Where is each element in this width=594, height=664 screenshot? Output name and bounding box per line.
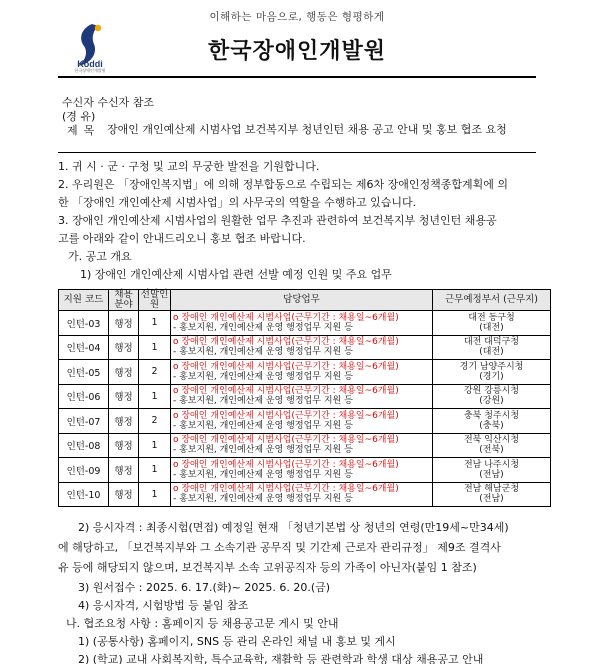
cell-code: 인턴-07 <box>59 409 109 434</box>
place-region: (대전) <box>479 347 504 358</box>
logo-subtext: 한국장애인개발원 <box>74 68 106 73</box>
subject-text: 장애인 개인예산제 시범사업 보건복지부 청년인턴 채용 공고 안내 및 홍보 협조 요청 <box>107 123 507 136</box>
cell-code: 인턴-09 <box>59 458 109 483</box>
application-period: 3) 원서접수 : 2025. 6. 17.(화)~ 2025. 6. 20.(금) <box>78 581 331 594</box>
cell-duty <box>171 384 433 409</box>
table-row <box>59 384 551 409</box>
place-name: 강원 강릉시청 <box>463 386 520 397</box>
cell-place <box>433 384 551 409</box>
cell-place <box>433 360 551 385</box>
cell-duty <box>171 360 433 385</box>
table-header-row <box>59 290 551 311</box>
cell-duty <box>171 311 433 336</box>
cell-place <box>433 335 551 360</box>
item-1: 1) 장애인 개인예산제 시범사업 관련 선발 예정 인원 및 주요 업무 <box>80 268 392 281</box>
header-duty: 담당업무 <box>171 290 433 311</box>
positions-table <box>58 289 551 507</box>
cell-field: 행정 <box>109 384 139 409</box>
table-row <box>59 482 551 507</box>
cell-field: 행정 <box>109 458 139 483</box>
cell-duty <box>171 458 433 483</box>
place-region: (전남) <box>479 494 504 505</box>
cell-field: 행정 <box>109 360 139 385</box>
duty-line-1: o 장애인 개인예산제 시범사업(근무기간 : 채용일~6개월) <box>173 361 399 372</box>
cell-duty <box>171 335 433 360</box>
duty-line-2: - 홍보지원, 개인예산제 운영 행정업무 지원 등 <box>173 396 353 407</box>
qualification-line2: 에 해당하고, 「보건복지부와 그 소속기관 공무직 및 기간제 근로자 관리규정」 제9조 결격사 <box>58 541 501 554</box>
cell-count: 2 <box>139 360 171 385</box>
header-divider <box>58 76 536 78</box>
cell-count: 2 <box>139 409 171 434</box>
subject-label: 제목 <box>67 124 101 137</box>
place-region: (전북) <box>479 445 504 456</box>
qualification-line1: 2) 응시자격 : 최종시험(면접) 예정일 현재 「청년기본법 상 청년의 연령(만19세~만34세) <box>78 521 509 534</box>
recipient: 수신자 수신자 참조 <box>62 96 155 109</box>
duty-line-2: - 홍보지원, 개인예산제 운영 행정업무 지원 등 <box>173 347 353 358</box>
duty-line-1: o 장애인 개인예산제 시범사업(근무기간 : 채용일~6개월) <box>173 459 399 470</box>
logo-text: Koddi <box>77 59 103 69</box>
cell-place <box>433 433 551 458</box>
place-name: 전남 나주시청 <box>463 459 520 470</box>
place-name: 대전 동구청 <box>468 312 515 323</box>
duty-line-2: - 홍보지원, 개인예산제 운영 행정업무 지원 등 <box>173 371 353 382</box>
via: (경 유) <box>62 110 96 123</box>
cell-count: 1 <box>139 482 171 507</box>
cell-count: 1 <box>139 384 171 409</box>
duty-line-2: - 홍보지원, 개인예산제 운영 행정업무 지원 등 <box>173 322 353 333</box>
table-row <box>59 360 551 385</box>
cell-duty <box>171 482 433 507</box>
table-row <box>59 433 551 458</box>
cell-count: 1 <box>139 433 171 458</box>
cell-count: 1 <box>139 311 171 336</box>
duty-line-2: - 홍보지원, 개인예산제 운영 행정업무 지원 등 <box>173 445 353 456</box>
duty-line-1: o 장애인 개인예산제 시범사업(근무기간 : 채용일~6개월) <box>173 435 399 446</box>
duty-line-2: - 홍보지원, 개인예산제 운영 행정업무 지원 등 <box>173 420 353 431</box>
duty-line-1: o 장애인 개인예산제 시범사업(근무기간 : 채용일~6개월) <box>173 410 399 421</box>
duty-line-1: o 장애인 개인예산제 시범사업(근무기간 : 채용일~6개월) <box>173 337 399 348</box>
cell-field: 행정 <box>109 311 139 336</box>
cell-duty <box>171 433 433 458</box>
table-row <box>59 458 551 483</box>
qualification-line3: 유 등에 해당되지 않으며, 보건복지부 소속 고위공직자 등의 가족이 아닌자(붙임 1 참조) <box>58 561 477 574</box>
header-place: 근무예정부서 (근무지) <box>433 290 551 311</box>
place-region: (대전) <box>479 322 504 333</box>
duty-line-2: - 홍보지원, 개인예산제 운영 행정업무 지원 등 <box>173 494 353 505</box>
cell-code: 인턴-08 <box>59 433 109 458</box>
cell-count: 1 <box>139 335 171 360</box>
cell-code: 인턴-10 <box>59 482 109 507</box>
header-code: 지원 코드 <box>59 290 109 311</box>
header-count: 선발인원 <box>139 290 171 311</box>
place-region: (전남) <box>479 469 504 480</box>
paragraph-2-line2: 한 「장애인 개인예산제 시범사업」의 사무국의 역할을 수행하고 있습니다. <box>58 196 417 209</box>
place-name: 전남 해남군청 <box>463 484 520 495</box>
cell-field: 행정 <box>109 409 139 434</box>
table-row <box>59 409 551 434</box>
cell-code: 인턴-04 <box>59 335 109 360</box>
cell-place <box>433 311 551 336</box>
paragraph-2-line1: 2. 우리원은 「장애인복지법」에 의해 정부합동으로 수립되는 제6차 장애인정책종합계획에 의 <box>58 178 508 191</box>
paragraph-3-line2: 고를 아래와 같이 안내드리오니 홍보 협조 바랍니다. <box>58 232 306 245</box>
cell-place <box>433 409 551 434</box>
cell-code: 인턴-05 <box>59 360 109 385</box>
cell-place <box>433 482 551 507</box>
paragraph-3-line1: 3. 장애인 개인예산제 시범사업의 원활한 업무 추진과 관련하여 보건복지부 청년인턴 채용공 <box>58 214 497 227</box>
paragraph-1: 1. 귀 시 · 군 · 구청 및 교의 무궁한 발전을 기원합니다. <box>58 160 320 173</box>
table-row <box>59 335 551 360</box>
cell-place <box>433 458 551 483</box>
duty-line-2: - 홍보지원, 개인예산제 운영 행정업무 지원 등 <box>173 469 353 480</box>
place-name: 충북 청주시청 <box>463 410 520 421</box>
cell-count: 1 <box>139 458 171 483</box>
place-name: 대전 대덕구청 <box>463 337 520 348</box>
cell-field: 행정 <box>109 433 139 458</box>
section-na: 나. 협조요청 사항 : 홈페이지 등 채용공고문 게시 및 안내 <box>66 617 339 630</box>
header-field: 채용분야 <box>109 290 139 311</box>
place-name: 전북 익산시청 <box>463 435 520 446</box>
cell-code: 인턴-03 <box>59 311 109 336</box>
duty-line-1: o 장애인 개인예산제 시범사업(근무기간 : 채용일~6개월) <box>173 312 399 323</box>
cell-field: 행정 <box>109 335 139 360</box>
request-1: 1) (공통사항) 홈페이지, SNS 등 관리 온라인 채널 내 홍보 및 게시 <box>78 635 396 648</box>
cell-duty <box>171 409 433 434</box>
attachment-note: 4) 응시자격, 시험방법 등 붙임 참조 <box>78 599 249 612</box>
place-region: (충북) <box>479 420 504 431</box>
slogan: 이해하는 마음으로, 행동은 형평하게 <box>209 11 385 23</box>
cell-field: 행정 <box>109 482 139 507</box>
duty-line-1: o 장애인 개인예산제 시범사업(근무기간 : 채용일~6개월) <box>173 484 399 495</box>
request-2: 2) (학교) 교내 사회복지학, 특수교육학, 재활학 등 관련학과 학생 대상 채용공고 안내 <box>78 653 484 664</box>
place-region: (강원) <box>479 396 504 407</box>
place-name: 경기 남양주시청 <box>459 361 524 372</box>
duty-line-1: o 장애인 개인예산제 시범사업(근무기간 : 채용일~6개월) <box>173 386 399 397</box>
org-name: 한국장애인개발원 <box>207 38 387 64</box>
cell-code: 인턴-06 <box>59 384 109 409</box>
subject-divider <box>58 152 536 153</box>
section-ga: 가. 공고 개요 <box>68 250 132 263</box>
table-row <box>59 311 551 336</box>
place-region: (경기) <box>479 371 504 382</box>
